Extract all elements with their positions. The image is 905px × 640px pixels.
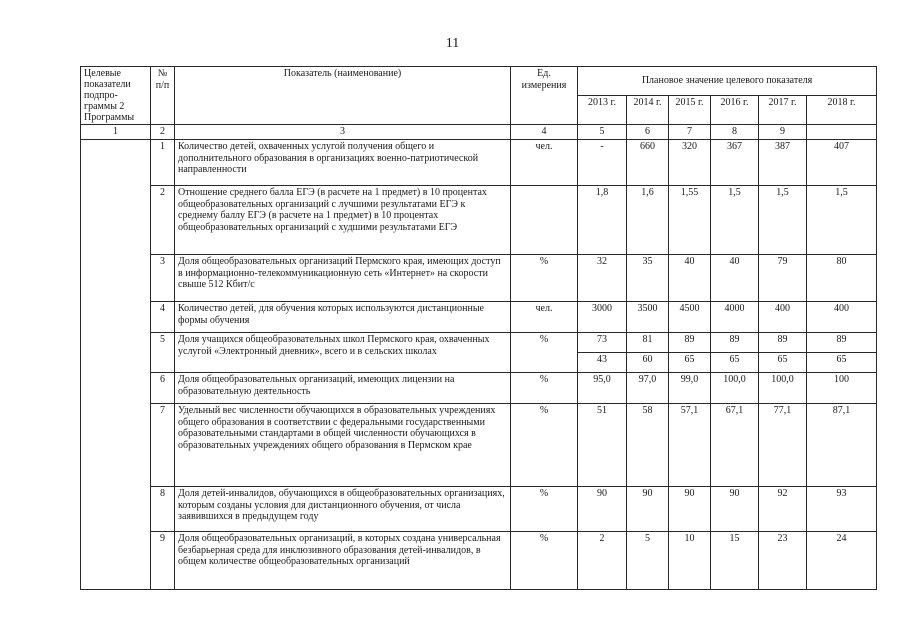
row-value: 79 xyxy=(759,255,807,302)
row-value: 97,0 xyxy=(627,373,669,404)
year-2013: 2013 г. xyxy=(578,96,627,125)
row-unit: % xyxy=(511,373,578,404)
col-number: 4 xyxy=(511,125,578,140)
row-value-rural: 65 xyxy=(711,353,759,373)
header-goals: Целевые показатели подпро-граммы 2 Программы xyxy=(81,67,151,125)
row-value: 73 xyxy=(578,333,627,353)
row-value: 51 xyxy=(578,404,627,487)
row-value-rural: 65 xyxy=(669,353,711,373)
row-value: 1,6 xyxy=(627,186,669,255)
table-row xyxy=(81,487,877,532)
col-number: 6 xyxy=(627,125,669,140)
row-value: 3500 xyxy=(627,302,669,333)
row-name: Доля общеобразовательных организаций, имеющих лицензии на образовательную деятельность xyxy=(175,373,511,404)
row-value: 400 xyxy=(759,302,807,333)
row-value: 40 xyxy=(669,255,711,302)
header-row xyxy=(81,67,877,96)
row-value: 100,0 xyxy=(711,373,759,404)
row-value: 67,1 xyxy=(711,404,759,487)
table-row xyxy=(81,373,877,404)
row-value: 57,1 xyxy=(669,404,711,487)
col-number: 5 xyxy=(578,125,627,140)
row-num: 6 xyxy=(151,373,175,404)
row-num: 4 xyxy=(151,302,175,333)
row-value: 660 xyxy=(627,140,669,186)
table-row xyxy=(81,255,877,302)
row-value: 99,0 xyxy=(669,373,711,404)
row-value: 400 xyxy=(807,302,877,333)
row-value: 1,5 xyxy=(759,186,807,255)
row-unit: чел. xyxy=(511,140,578,186)
table-row xyxy=(81,532,877,590)
row-name: Отношение среднего балла ЕГЭ (в расчете на 1 предмет) в 10 процентах общеобразовательных организаций с лучшими результатами ЕГЭ к среднему баллу ЕГЭ (в расчете на 1 предмет) в 10 процентах общеобразовательных организаций с худшими результатами ЕГЭ xyxy=(175,186,511,255)
row-value: 1,8 xyxy=(578,186,627,255)
row-num: 1 xyxy=(151,140,175,186)
col-number: 1 xyxy=(81,125,151,140)
row-unit: % xyxy=(511,404,578,487)
row-value: 89 xyxy=(807,333,877,353)
row-value: 92 xyxy=(759,487,807,532)
col-number: 9 xyxy=(759,125,807,140)
row-value: 100 xyxy=(807,373,877,404)
row-value: 15 xyxy=(711,532,759,590)
col-number: 3 xyxy=(175,125,511,140)
row-value: 100,0 xyxy=(759,373,807,404)
row-value: 24 xyxy=(807,532,877,590)
row-name: Доля детей-инвалидов, обучающихся в общеобразовательных организациях, которым созданы условия для дистанционного обучения, от числа заявившихся в предыдущем году xyxy=(175,487,511,532)
row-value: 93 xyxy=(807,487,877,532)
row-name: Количество детей, охваченных услугой получения общего и дополнительного образования в организациях военно-патриотической направленности xyxy=(175,140,511,186)
row-name: Доля общеобразовательных организаций, в которых создана универсальная безбарьерная среда для инклюзивного образования детей-инвалидов, в общем количестве общеобразовательных организаций xyxy=(175,532,511,590)
row-value: 407 xyxy=(807,140,877,186)
indicators-table xyxy=(80,66,877,590)
year-2014: 2014 г. xyxy=(627,96,669,125)
page-number: 11 xyxy=(445,36,460,51)
row-value: 2 xyxy=(578,532,627,590)
row-name: Доля учащихся общеобразовательных школ Пермского края, охваченных услугой «Электронный дневник», всего и в сельских школах xyxy=(175,333,511,373)
goals-cell xyxy=(81,140,151,590)
row-value: 80 xyxy=(807,255,877,302)
row-value-rural: 43 xyxy=(578,353,627,373)
row-value: 90 xyxy=(711,487,759,532)
header-name: Показатель (наименование) xyxy=(175,67,511,125)
row-value: 320 xyxy=(669,140,711,186)
row-value: 89 xyxy=(759,333,807,353)
row-value: 58 xyxy=(627,404,669,487)
row-unit xyxy=(511,186,578,255)
row-value: 90 xyxy=(669,487,711,532)
header-unit: Ед. измерения xyxy=(511,67,578,125)
row-num: 5 xyxy=(151,333,175,373)
row-name: Количество детей, для обучения которых используются дистанционные формы обучения xyxy=(175,302,511,333)
row-value: 95,0 xyxy=(578,373,627,404)
row-value: 87,1 xyxy=(807,404,877,487)
row-unit: % xyxy=(511,532,578,590)
column-number-row xyxy=(81,125,877,140)
table-row xyxy=(81,302,877,333)
year-2017: 2017 г. xyxy=(759,96,807,125)
row-value: 23 xyxy=(759,532,807,590)
row-num: 2 xyxy=(151,186,175,255)
header-plan: Плановое значение целевого показателя xyxy=(578,67,877,96)
row-value: 1,5 xyxy=(711,186,759,255)
row-num: 3 xyxy=(151,255,175,302)
row-unit: % xyxy=(511,487,578,532)
table-row xyxy=(81,186,877,255)
row-value: 81 xyxy=(627,333,669,353)
year-2018: 2018 г. xyxy=(807,96,877,125)
col-number: 8 xyxy=(711,125,759,140)
table-row xyxy=(81,140,877,186)
row-value: 77,1 xyxy=(759,404,807,487)
col-number: 2 xyxy=(151,125,175,140)
row-value: 5 xyxy=(627,532,669,590)
row-value: 4500 xyxy=(669,302,711,333)
row-value: 4000 xyxy=(711,302,759,333)
row-name: Удельный вес численности обучающихся в образовательных учреждениях общего образования в соответствии с федеральными государственными образовательными стандартами в общей численности обучающихся в образовательных учреждениях общего образования в Пермском крае xyxy=(175,404,511,487)
row-value: 367 xyxy=(711,140,759,186)
row-value: 1,5 xyxy=(807,186,877,255)
row-value: 32 xyxy=(578,255,627,302)
year-2016: 2016 г. xyxy=(711,96,759,125)
row-unit: % xyxy=(511,255,578,302)
row-value: 387 xyxy=(759,140,807,186)
row-value: 1,55 xyxy=(669,186,711,255)
col-number xyxy=(807,125,877,140)
year-2015: 2015 г. xyxy=(669,96,711,125)
col-number: 7 xyxy=(669,125,711,140)
row-value: 89 xyxy=(711,333,759,353)
row-value: 35 xyxy=(627,255,669,302)
table-row xyxy=(81,333,877,353)
row-unit: чел. xyxy=(511,302,578,333)
row-num: 8 xyxy=(151,487,175,532)
row-name: Доля общеобразовательных организаций Пермского края, имеющих доступ в информационно-телекоммуникационную сеть «Интернет» на скорости свыше 512 Кбит/с xyxy=(175,255,511,302)
row-value: 90 xyxy=(578,487,627,532)
row-value: 40 xyxy=(711,255,759,302)
row-value: 10 xyxy=(669,532,711,590)
row-value: 90 xyxy=(627,487,669,532)
row-value: 89 xyxy=(669,333,711,353)
row-value-rural: 65 xyxy=(759,353,807,373)
row-unit: % xyxy=(511,333,578,373)
row-value: 3000 xyxy=(578,302,627,333)
row-value-rural: 65 xyxy=(807,353,877,373)
header-num: № п/п xyxy=(151,67,175,125)
table-row xyxy=(81,404,877,487)
row-num: 9 xyxy=(151,532,175,590)
row-value: - xyxy=(578,140,627,186)
row-value-rural: 60 xyxy=(627,353,669,373)
row-num: 7 xyxy=(151,404,175,487)
